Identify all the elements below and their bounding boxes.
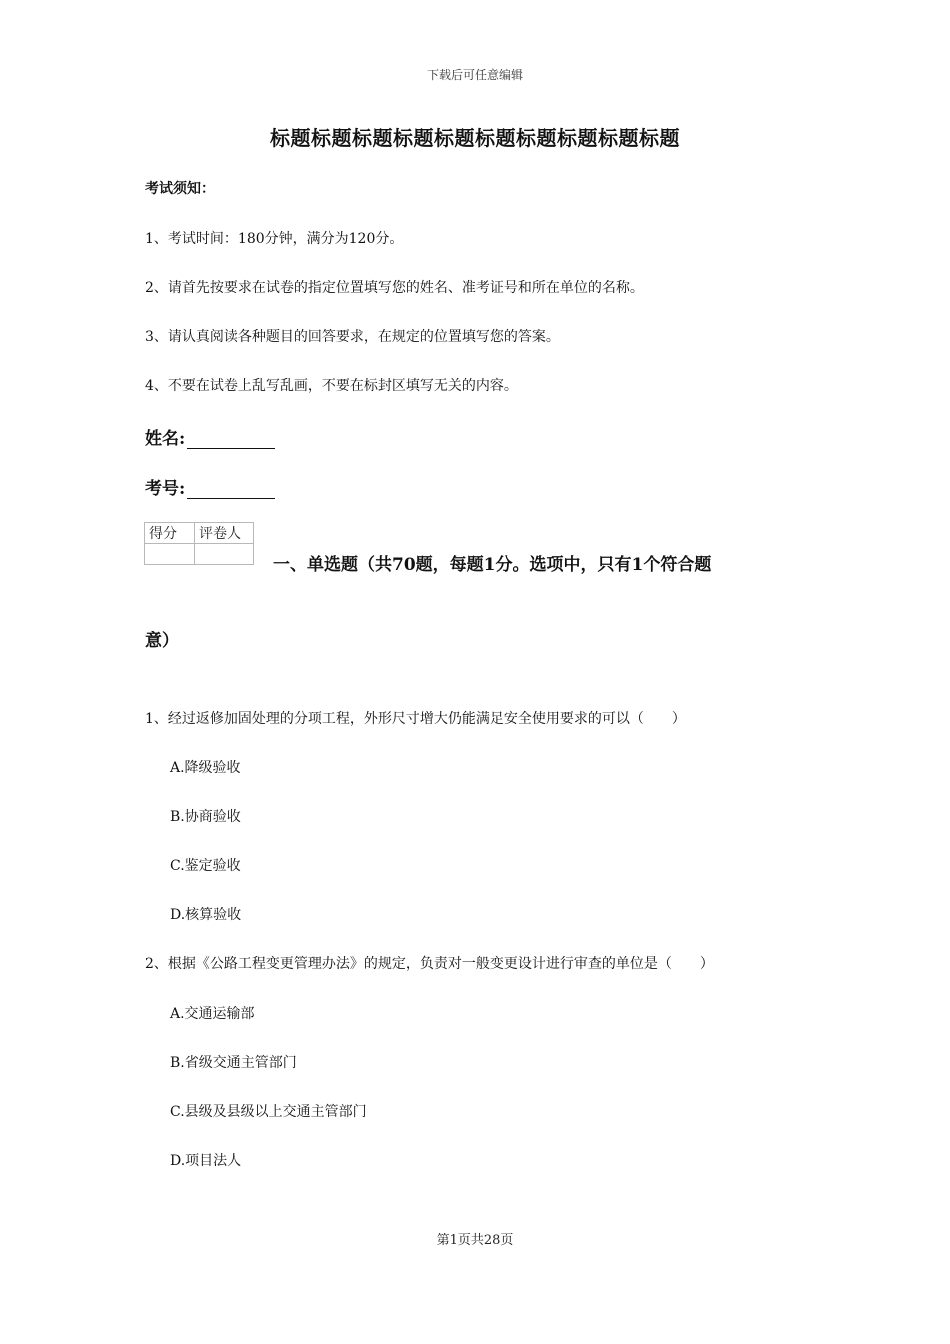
answer-option: A.交通运输部 (170, 1006, 255, 1022)
name-blank-line[interactable] (187, 428, 275, 449)
exam-notice-heading: 考试须知： (145, 181, 215, 197)
answer-option: A.降级验收 (170, 760, 241, 776)
answer-option: C.县级及县级以上交通主管部门 (170, 1104, 367, 1120)
section-title-continued: 意） (145, 631, 179, 651)
score-header: 得分 (145, 523, 195, 544)
grader-cell[interactable] (195, 544, 254, 565)
score-table (144, 522, 254, 565)
answer-option: D.核算验收 (170, 907, 242, 923)
notice-item: 3、请认真阅读各种题目的回答要求，在规定的位置填写您的答案。 (145, 329, 560, 345)
name-field[interactable] (145, 424, 275, 449)
grader-header: 评卷人 (195, 523, 254, 544)
exam-id-field[interactable] (145, 474, 275, 499)
section-title: 一、单选题（共70题，每题1分。选项中，只有1个符合题 (273, 555, 712, 575)
answer-option: C.鉴定验收 (170, 858, 241, 874)
document-title: 标题标题标题标题标题标题标题标题标题标题 (270, 126, 680, 150)
notice-item: 2、请首先按要求在试卷的指定位置填写您的姓名、准考证号和所在单位的名称。 (145, 280, 644, 296)
score-cell[interactable] (145, 544, 195, 565)
answer-option: B.协商验收 (170, 809, 241, 825)
name-label: 姓名: (145, 429, 186, 449)
answer-option: D.项目法人 (170, 1153, 242, 1169)
download-note: 下载后可任意编辑 (426, 68, 523, 82)
question-text: 1、经过返修加固处理的分项工程，外形尺寸增大仍能满足安全使用要求的可以（ ） (145, 711, 686, 727)
exam-id-label: 考号: (145, 479, 186, 499)
question-text: 2、根据《公路工程变更管理办法》的规定，负责对一般变更设计进行审查的单位是（ ） (145, 956, 714, 972)
exam-id-blank-line[interactable] (187, 478, 275, 499)
page-number: 第1页共28页 (436, 1233, 514, 1248)
notice-item: 1、考试时间：180分钟，满分为120分。 (145, 231, 404, 247)
answer-option: B.省级交通主管部门 (170, 1055, 297, 1071)
notice-item: 4、不要在试卷上乱写乱画，不要在标封区填写无关的内容。 (145, 378, 518, 394)
